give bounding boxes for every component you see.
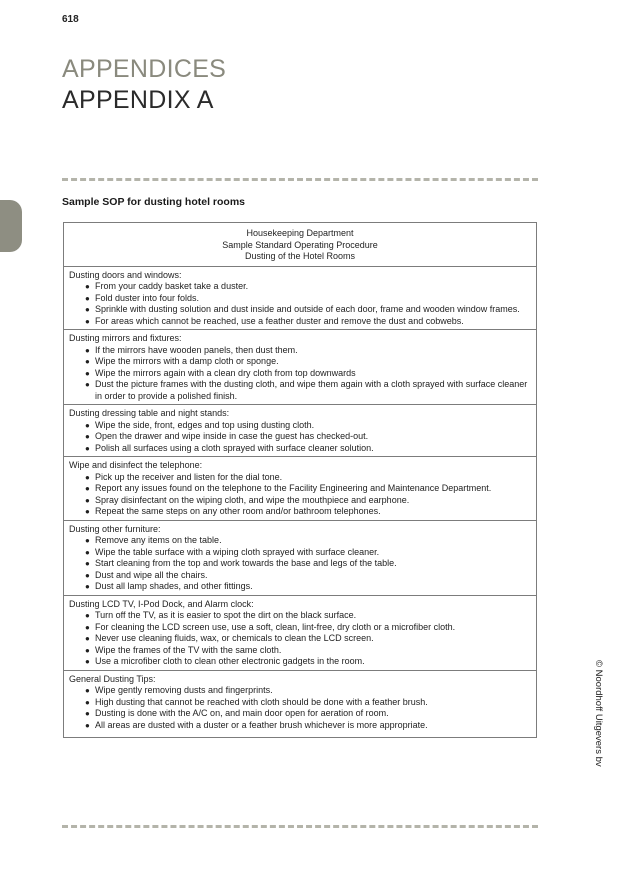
sop-step-text: Dust the picture frames with the dusting cloth, and wipe them again with a cloth sprayed with surface cleaner in order to provide a polished finish. [95,379,528,401]
sop-section-title: Wipe and disinfect the telephone: [69,460,203,470]
sop-step [69,483,530,495]
bullet-icon: ● [85,293,90,303]
sop-step-text: Open the drawer and wipe inside in case the guest has checked-out. [95,431,369,441]
sop-section [64,457,536,521]
sop-step [69,720,530,732]
sop-step [69,535,530,547]
bullet-icon: ● [85,368,90,378]
dashed-divider-top [62,178,538,181]
bullet-icon: ● [85,380,90,389]
bullet-icon: ● [85,420,90,430]
sop-step [69,622,530,634]
dashed-divider-bottom [62,825,538,828]
sop-step [69,431,530,443]
sop-step [69,420,530,432]
sop-section-title: General Dusting Tips: [69,673,156,684]
sop-step [69,506,530,518]
sop-step-text: Report any issues found on the telephone to the Facility Engineering and Maintenance Department. [95,483,492,493]
bullet-icon: ● [85,570,90,580]
sop-step [69,708,530,720]
sop-table [63,222,537,738]
appendix-title: APPENDIX A [62,86,214,114]
sop-step [69,685,530,697]
sop-header-line: Dusting of the Hotel Rooms [244,251,356,261]
sop-section-title: Dusting dressing table and night stands: [69,408,230,418]
sop-step-list [69,281,530,327]
sop-step-text: Use a microfiber cloth to clean other electronic gadgets in the room. [95,656,365,666]
bullet-icon: ● [85,582,90,591]
bullet-icon: ● [85,536,90,545]
bullet-icon: ● [85,345,90,355]
bullet-icon: ● [85,357,90,366]
sop-table-header [64,223,536,267]
chapter-title: APPENDICES [62,55,227,83]
sop-sections [64,267,536,738]
sop-step-text: Remove any items on the table. [95,535,222,545]
sop-header-line: Sample Standard Operating Procedure [222,239,378,250]
sop-step-list [69,345,530,403]
sop-step [69,472,530,484]
sop-step-text: Dust all lamp shades, and other fittings. [95,581,253,591]
sop-step-text: Pick up the receiver and listen for the dial tone. [95,471,283,482]
sop-step [69,316,530,328]
sop-section [64,405,536,457]
sop-section [64,521,536,596]
sop-step-text: For areas which cannot be reached, use a feather duster and remove the dust and cobwebs. [95,315,464,326]
bullet-icon: ● [85,443,90,453]
sop-step-text: Dust and wipe all the chairs. [95,569,208,580]
sop-step [69,581,530,593]
sop-step [69,345,530,357]
sop-step [69,547,530,559]
bullet-icon: ● [85,709,90,718]
sop-step-text: Wipe the frames of the TV with the same cloth. [95,644,282,655]
sop-step-text: Polish all surfaces using a cloth sprayed with surface cleaner solution. [95,442,374,453]
bullet-icon: ● [85,697,90,707]
bullet-icon: ● [85,559,90,568]
sop-step [69,633,530,645]
sop-step [69,558,530,570]
sop-step-text: If the mirrors have wooden panels, then dust them. [95,344,298,355]
sop-section-title: Dusting LCD TV, I-Pod Dock, and Alarm clock: [69,598,254,609]
sop-section [64,330,536,405]
bullet-icon: ● [85,645,90,655]
sop-step [69,697,530,709]
sop-step-text: Dusting is done with the A/C on, and main door open for aeration of room. [95,708,389,718]
bullet-icon: ● [85,432,90,441]
sop-step [69,281,530,293]
sop-step [69,368,530,380]
section-heading: Sample SOP for dusting hotel rooms [62,196,245,208]
sop-step-list [69,610,530,668]
sop-step-text: Wipe the table surface with a wiping cloth sprayed with surface cleaner. [95,546,380,557]
sop-step-list [69,535,530,593]
sop-step-text: From your caddy basket take a duster. [95,281,249,291]
sop-step-list [69,685,530,731]
sop-step-text: All areas are dusted with a duster or a feather brush whichever is more appropriate. [95,719,428,730]
sop-step [69,304,530,316]
bullet-icon: ● [85,484,90,493]
sop-section [64,596,536,671]
sop-step-text: For cleaning the LCD screen use, use a soft, clean, lint-free, dry cloth or a microfiber cloth. [95,621,456,632]
bullet-icon: ● [85,316,90,326]
sop-step-list [69,420,530,455]
sop-step-text: Wipe gently removing dusts and fingerprints. [95,685,273,695]
sop-step-text: Fold duster into four folds. [95,292,200,303]
sop-step [69,379,530,402]
sop-section-title: Dusting other furniture: [69,523,161,534]
bullet-icon: ● [85,495,90,505]
sop-header-line: Housekeeping Department [246,228,354,238]
sop-step [69,656,530,668]
bullet-icon: ● [85,634,90,643]
bullet-icon: ● [85,611,90,620]
bullet-icon: ● [85,547,90,557]
page-number: 618 [62,14,79,25]
sop-step [69,443,530,455]
side-thumb-tab [0,200,22,252]
sop-step [69,495,530,507]
bullet-icon: ● [85,507,90,516]
sop-step-text: Wipe the mirrors again with a clean dry cloth from top downwards [95,367,356,378]
sop-section-title: Dusting doors and windows: [69,269,182,280]
sop-section [64,267,536,331]
sop-step-text: Turn off the TV, as it is easier to spot the dirt on the black surface. [95,610,357,620]
sop-step [69,570,530,582]
sop-step-text: Never use cleaning fluids, wax, or chemicals to clean the LCD screen. [95,633,374,643]
bullet-icon: ● [85,622,90,632]
sop-step [69,293,530,305]
sop-step-text: Repeat the same steps on any other room and/or bathroom telephones. [95,506,381,516]
sop-step-text: Sprinkle with dusting solution and dust inside and outside of each door, frame and wooden window frames. [95,304,520,314]
sop-step-list [69,472,530,518]
sop-step [69,356,530,368]
bullet-icon: ● [85,305,90,314]
sop-step-text: Wipe the side, front, edges and top using dusting cloth. [95,419,315,430]
sop-step [69,645,530,657]
bullet-icon: ● [85,686,90,695]
sop-step-text: Start cleaning from the top and work towards the base and legs of the table. [95,558,397,568]
bullet-icon: ● [85,282,90,291]
sop-step [69,610,530,622]
sop-section-title: Dusting mirrors and fixtures: [69,333,182,343]
sop-step-text: Wipe the mirrors with a damp cloth or sponge. [95,356,279,366]
sop-step-text: High dusting that cannot be reached with cloth should be done with a feather brush. [95,696,428,707]
sop-step-text: Spray disinfectant on the wiping cloth, and wipe the mouthpiece and earphone. [95,494,410,505]
sop-section [64,671,536,738]
bullet-icon: ● [85,657,90,666]
bullet-icon: ● [85,472,90,482]
copyright-notice: © Noordhoff Uitgevers bv [593,660,604,767]
bullet-icon: ● [85,720,90,730]
